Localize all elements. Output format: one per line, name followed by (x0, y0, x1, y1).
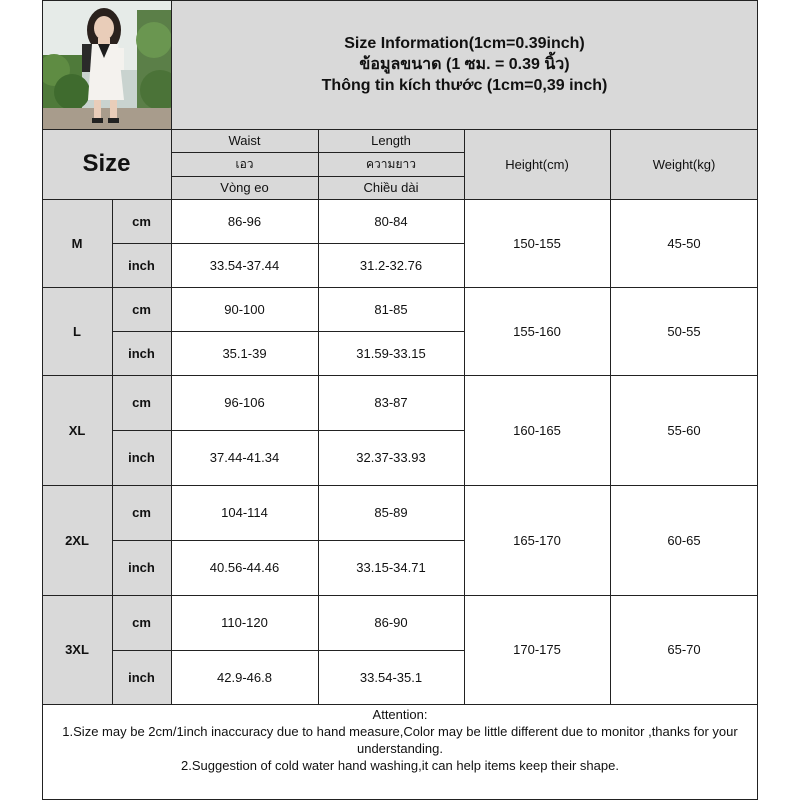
grid-line (171, 152, 464, 153)
grid-line (112, 243, 464, 244)
height-value: 155-160 (513, 323, 561, 339)
length-header-vietnamese: Chiều dài (318, 176, 464, 199)
weight-value: 45-50 (667, 235, 701, 251)
grid-line (42, 375, 758, 376)
grid-line (112, 540, 464, 541)
waist-inch-value: 33.54-37.44 (209, 257, 280, 273)
waist-inch-value: 40.56-44.46 (209, 560, 280, 575)
length-header-english: Length (318, 129, 464, 152)
weight-column-header: Weight(kg) (610, 129, 758, 199)
unit-inch-label: inch (112, 243, 171, 287)
unit-inch-label: inch (112, 430, 171, 485)
grid-line (464, 129, 465, 704)
attention-heading: Attention: (372, 707, 428, 722)
grid-line (42, 199, 758, 200)
unit-cm-label: cm (112, 375, 171, 430)
length-header-thai: ความยาว (318, 152, 464, 176)
size-label: 3XL (42, 595, 112, 704)
grid-line (42, 129, 758, 130)
size-label: M (42, 199, 112, 287)
waist-cm-value: 96-106 (224, 395, 265, 410)
unit-inch-label: inch (112, 650, 171, 704)
grid-line (112, 199, 113, 704)
waist-cm-value: 86-96 (227, 213, 262, 229)
waist-header-vietnamese: Vòng eo (171, 176, 318, 199)
grid-line (318, 129, 319, 704)
unit-inch-label: inch (112, 331, 171, 375)
waist-cm-value: 104-114 (221, 505, 268, 520)
weight-value: 50-55 (667, 323, 701, 339)
grid-line (42, 0, 43, 800)
unit-inch-label: inch (112, 540, 171, 595)
length-cm-value: 85-89 (374, 505, 408, 520)
grid-line (42, 704, 758, 705)
length-inch-value: 31.2-32.76 (359, 257, 423, 273)
size-label: XL (42, 375, 112, 485)
height-column-header: Height(cm) (464, 129, 610, 199)
length-inch-value: 32.37-33.93 (356, 450, 426, 465)
waist-cm-value: 90-100 (224, 301, 265, 317)
grid-line (112, 331, 464, 332)
height-value: 150-155 (513, 235, 561, 251)
unit-cm-label: cm (112, 485, 171, 540)
height-value: 170-175 (513, 642, 561, 657)
unit-cm-label: cm (112, 287, 171, 331)
weight-value: 60-65 (667, 532, 701, 548)
grid-line (42, 595, 758, 596)
waist-inch-value: 37.44-41.34 (209, 450, 280, 465)
grid-line (112, 430, 464, 431)
waist-cm-value: 110-120 (221, 615, 268, 630)
size-label: L (42, 287, 112, 375)
weight-value: 55-60 (667, 422, 701, 438)
title-line-thai: ข้อมูลขนาด (1 ซม. = 0.39 นิ้ว) (359, 56, 570, 73)
unit-cm-label: cm (112, 595, 171, 650)
model-photo-icon (42, 0, 171, 129)
unit-cm-label: cm (112, 199, 171, 243)
length-inch-value: 33.15-34.71 (356, 560, 426, 575)
waist-inch-value: 42.9-46.8 (217, 669, 272, 685)
title-line-english: Size Information(1cm=0.39inch) (344, 35, 585, 52)
size-label: 2XL (42, 485, 112, 595)
length-cm-value: 83-87 (374, 395, 408, 410)
grid-line (112, 650, 464, 651)
length-inch-value: 33.54-35.1 (359, 669, 423, 685)
waist-inch-value: 35.1-39 (222, 345, 267, 361)
grid-line (171, 176, 464, 177)
length-cm-value: 81-85 (374, 301, 408, 317)
height-value: 165-170 (513, 532, 561, 548)
model-photo (42, 0, 171, 129)
attention-note-2: 2.Suggestion of cold water hand washing,it can help items keep their shape. (181, 758, 619, 773)
title-line-vietnamese: Thông tin kích thước (1cm=0,39 inch) (321, 77, 608, 94)
length-inch-value: 31.59-33.15 (356, 345, 426, 361)
grid-line (757, 0, 758, 800)
weight-value: 65-70 (667, 642, 701, 657)
size-column-header: Size (42, 129, 171, 199)
length-cm-value: 80-84 (374, 213, 408, 229)
grid-line (42, 0, 758, 1)
waist-header-english: Waist (171, 129, 318, 152)
length-cm-value: 86-90 (374, 615, 408, 630)
attention-notes (42, 704, 758, 800)
attention-note-1: 1.Size may be 2cm/1inch inaccuracy due to hand measure,Color may be little different due to monitor ,thanks for your understanding. (62, 724, 738, 756)
grid-line (42, 287, 758, 288)
grid-line (42, 485, 758, 486)
height-value: 160-165 (513, 422, 561, 438)
grid-line (610, 129, 611, 704)
grid-line (171, 0, 172, 704)
waist-header-thai: เอว (171, 152, 318, 176)
size-information-title (171, 0, 758, 129)
